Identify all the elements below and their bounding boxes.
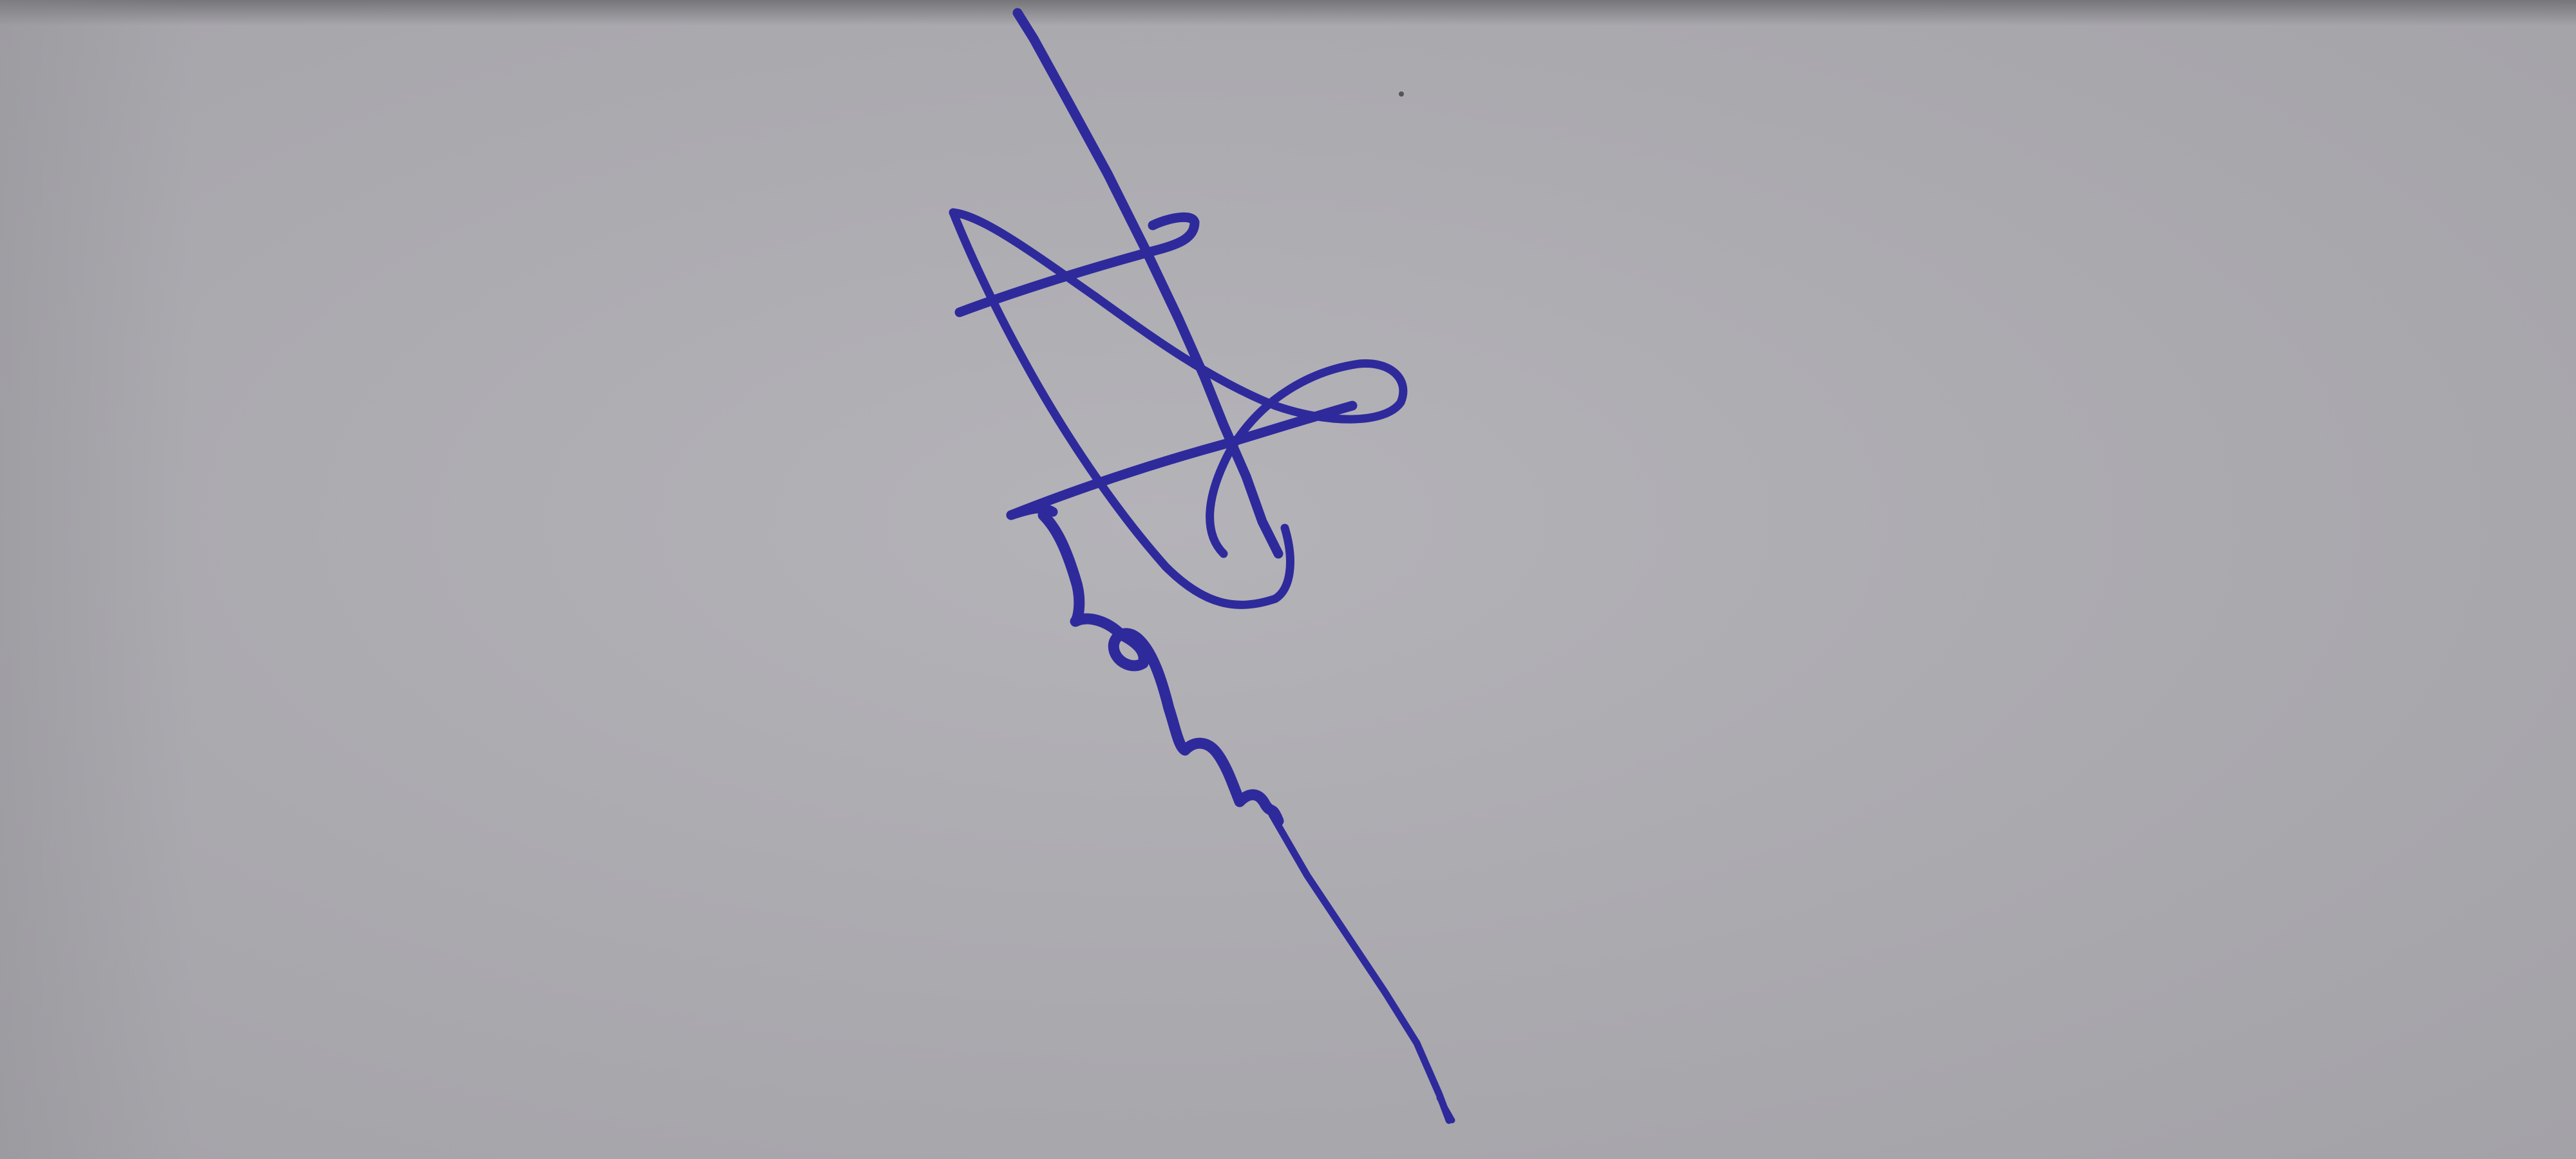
signature-return-stroke (953, 212, 1290, 605)
signature-loop-stroke (953, 212, 1403, 554)
signature-tail-stroke (1272, 815, 1449, 1120)
